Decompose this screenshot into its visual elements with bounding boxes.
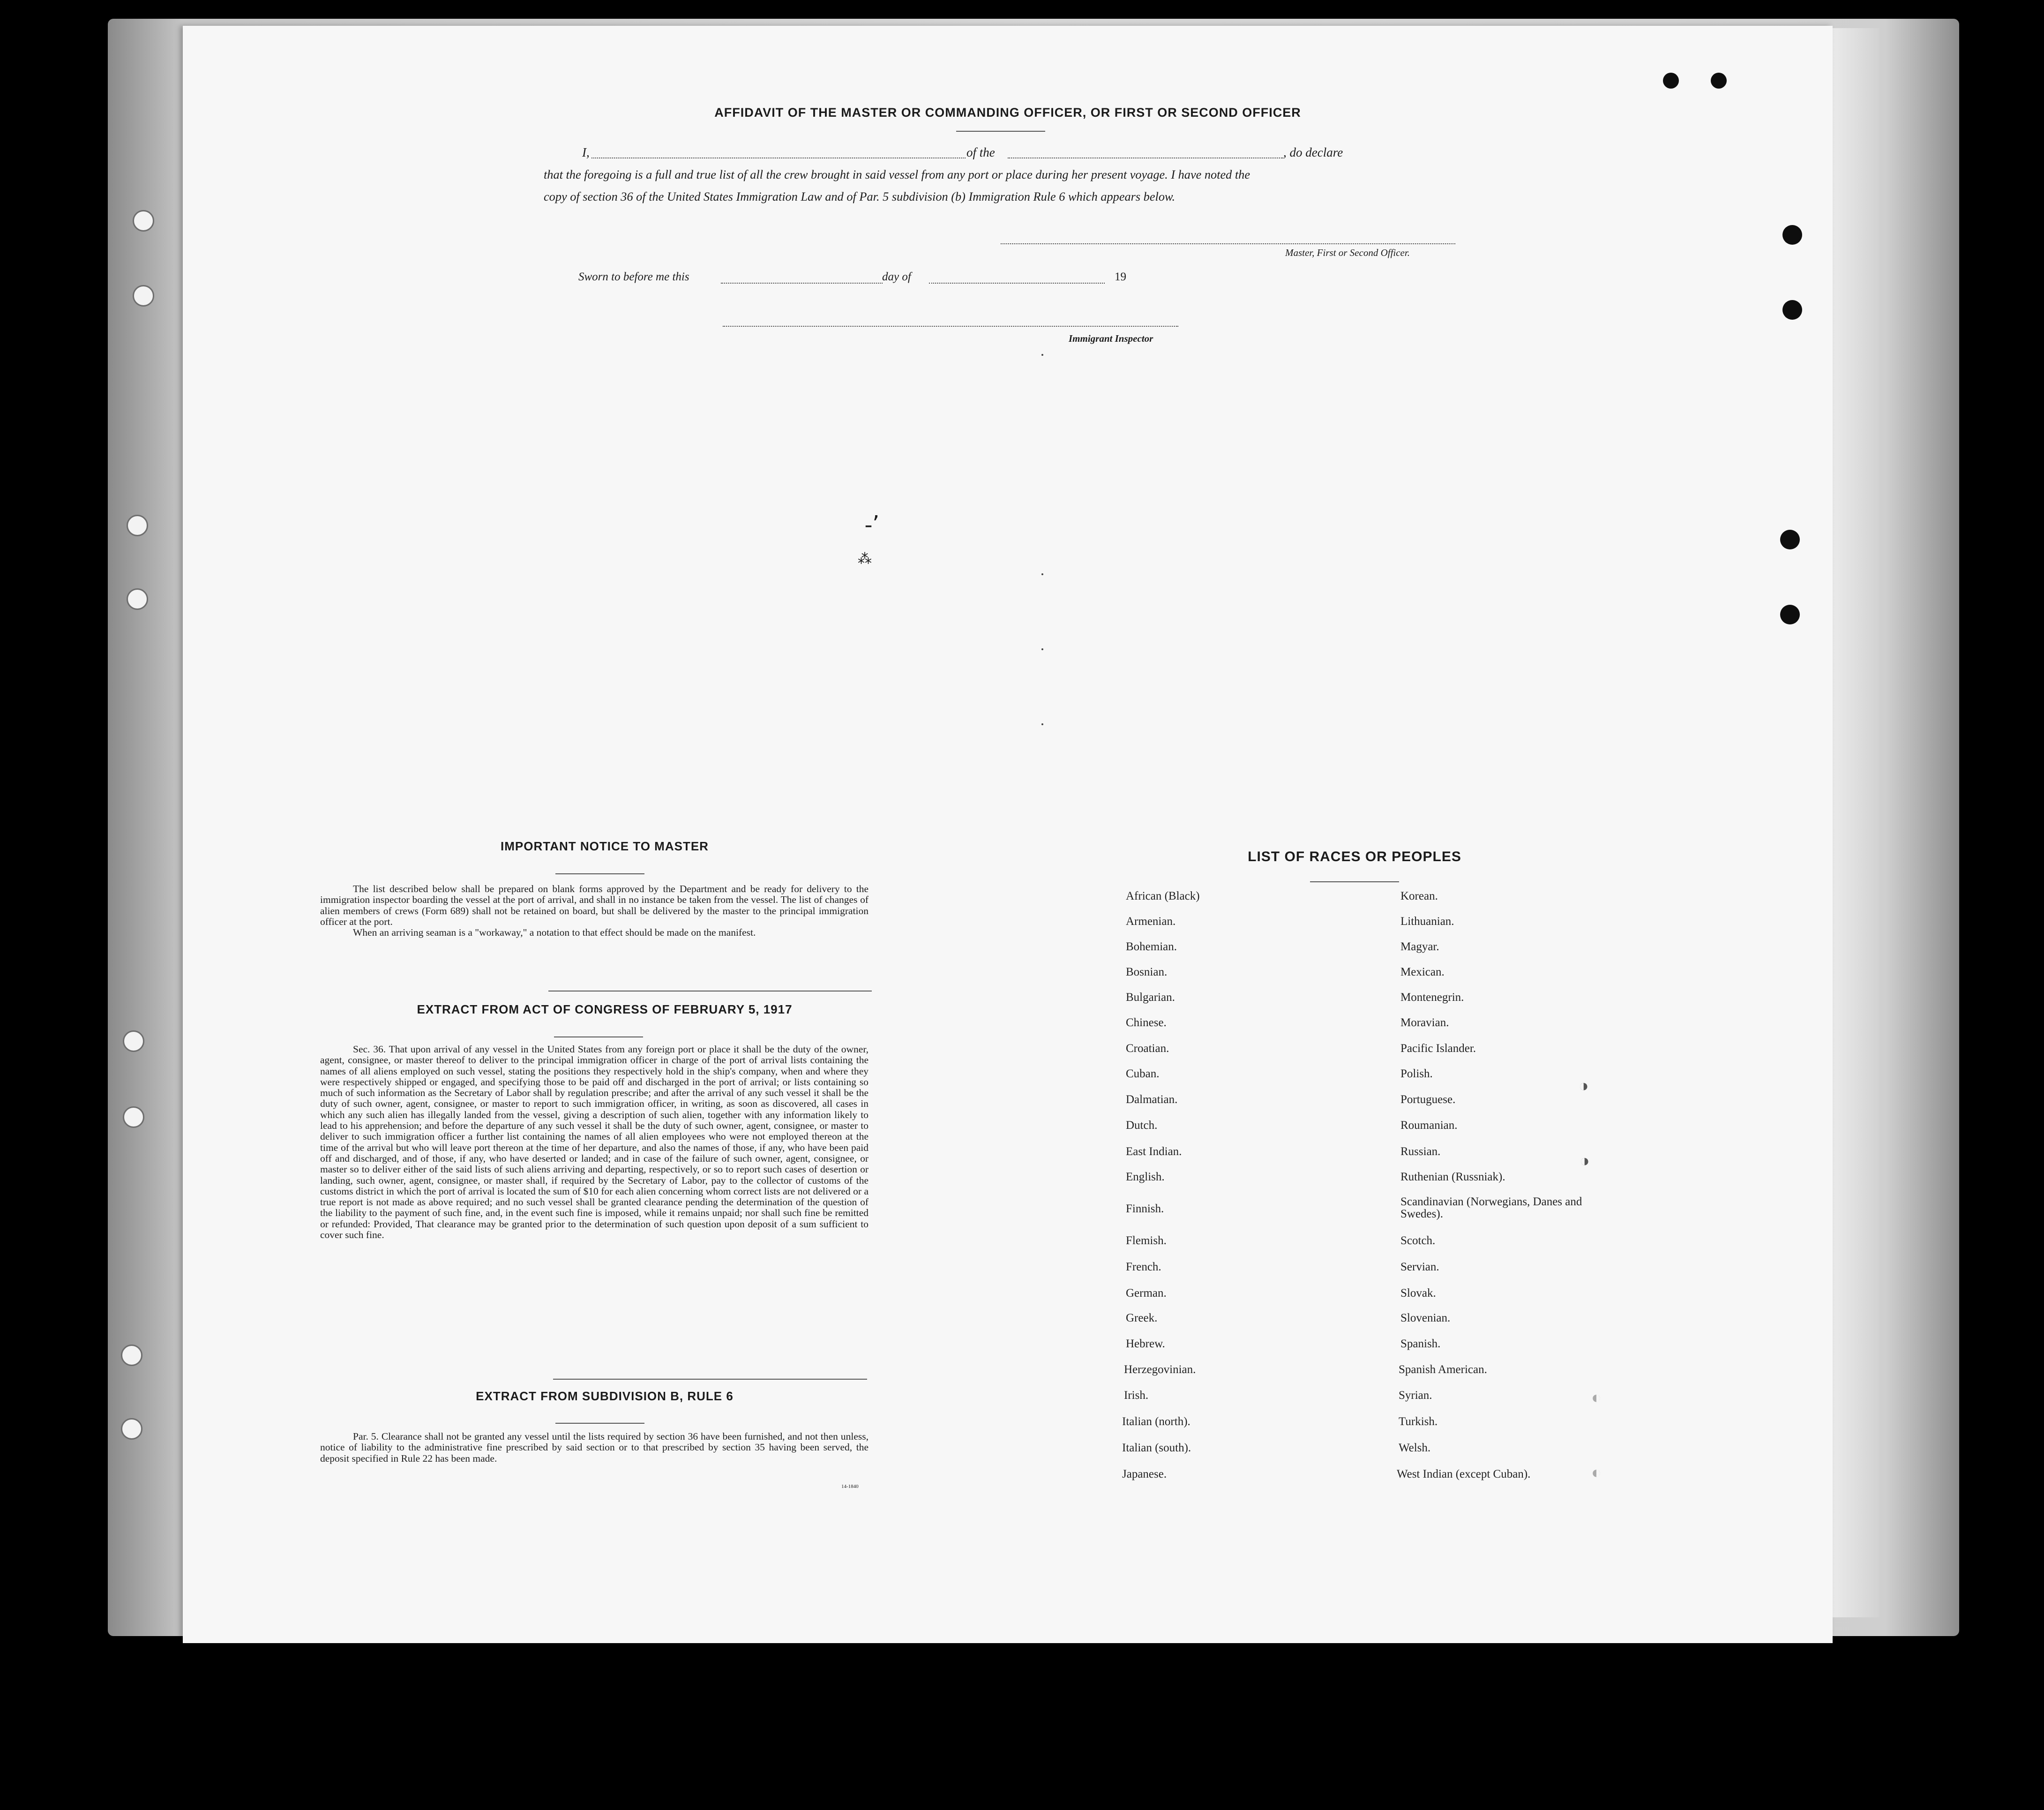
race-item: Italian (south).	[1122, 1442, 1191, 1454]
rule6-text	[320, 1431, 869, 1464]
form-number: 14-1840	[841, 1484, 859, 1489]
race-item: French.	[1126, 1261, 1161, 1273]
binder-hole	[133, 285, 154, 307]
year-prefix: 19	[1115, 270, 1126, 283]
rule6-title: EXTRACT FROM SUBDIVISION B, RULE 6	[476, 1389, 734, 1403]
notice-paragraph-1: The list described below shall be prepared on blank forms approved by the Department and be ready for delivery to the immigration inspector boarding the vessel at the port of arrival, and shall in no instance be taken from the vessel. The list of changes of alien members of crews (Form 689) shall not be retained on board, but shall be delivered by the master to the principal immigration officer at the port.	[320, 883, 869, 927]
punch-hole	[1780, 530, 1800, 549]
race-item: Croatian.	[1126, 1042, 1169, 1055]
punch-hole	[1782, 225, 1802, 245]
race-item: Pacific Islander.	[1400, 1042, 1476, 1055]
notice-title: IMPORTANT NOTICE TO MASTER	[501, 839, 709, 853]
race-item: English.	[1126, 1171, 1165, 1183]
sworn-label: Sworn to before me this	[578, 270, 689, 283]
race-item: Russian.	[1400, 1145, 1441, 1158]
binder-hole	[123, 1030, 144, 1052]
race-item: Scotch.	[1400, 1234, 1436, 1247]
race-item: Scandinavian (Norwegians, Danes and Swedes).	[1400, 1195, 1582, 1220]
race-item: Roumanian.	[1400, 1119, 1458, 1132]
race-item: Cuban.	[1126, 1067, 1160, 1080]
race-item: Flemish.	[1126, 1234, 1167, 1247]
race-item: Chinese.	[1126, 1016, 1167, 1029]
race-item: Armenian.	[1126, 915, 1176, 928]
binder-hole	[121, 1344, 142, 1366]
race-item: Polish.	[1400, 1067, 1433, 1080]
speck	[1041, 723, 1043, 725]
race-item: Dutch.	[1126, 1119, 1158, 1132]
race-item: Ruthenian (Russniak).	[1400, 1171, 1505, 1183]
race-item: Irish.	[1124, 1389, 1149, 1402]
notice-rule	[555, 873, 644, 874]
race-item: African (Black)	[1126, 890, 1200, 902]
act-title-rule	[554, 1036, 643, 1037]
master-signature-line	[1001, 243, 1455, 244]
punch-hole	[1663, 73, 1679, 89]
punch-hole	[1780, 605, 1800, 624]
race-item: Slovak.	[1400, 1287, 1436, 1299]
rule6-title-rule	[555, 1423, 644, 1424]
race-item: Lithuanian.	[1400, 915, 1454, 928]
affidavit-line-2: that the foregoing is a full and true list of all the crew brought in said vessel from any port or place during her present voyage. I have noted the	[544, 168, 1250, 181]
race-item: Japanese.	[1122, 1468, 1167, 1480]
hole-impression: ◑	[1579, 1076, 1589, 1095]
speck	[1041, 648, 1043, 650]
race-item: Bulgarian.	[1126, 991, 1175, 1004]
race-item: East Indian.	[1126, 1145, 1182, 1158]
rule6-top-rule	[553, 1379, 867, 1380]
binder-hole	[133, 210, 154, 232]
title-rule	[956, 131, 1045, 132]
punch-hole	[1782, 300, 1802, 320]
binder-hole	[127, 515, 148, 536]
race-item: German.	[1126, 1287, 1167, 1299]
race-item: Slovenian.	[1400, 1312, 1451, 1324]
race-item: Hebrew.	[1126, 1337, 1165, 1350]
hole-impression: ◐	[1591, 1463, 1602, 1482]
hole-impression: ◐	[1591, 1388, 1602, 1407]
rule6-paragraph: Par. 5. Clearance shall not be granted any vessel until the lists required by section 36 have been furnished, and not then unless, notice of liability to the administrative fine prescribed by said section or to that prescribed by section 35 having been served, the deposit specified in Rule 22 has been made.	[320, 1431, 869, 1464]
race-item: Mexican.	[1400, 966, 1445, 978]
race-item: Magyar.	[1400, 940, 1439, 953]
race-item: Greek.	[1126, 1312, 1158, 1324]
ink-mark: -٬	[865, 512, 880, 537]
inspector-signature-line	[723, 326, 1178, 327]
race-item: Moravian.	[1400, 1016, 1449, 1029]
notice-paragraph-2: When an arriving seaman is a "workaway," a notation to that effect should be made on the manifest.	[353, 927, 756, 939]
race-item: Finnish.	[1126, 1202, 1164, 1215]
inspector-label: Immigrant Inspector	[1069, 333, 1153, 344]
race-item: Bohemian.	[1126, 940, 1177, 953]
speck	[1041, 573, 1043, 575]
hole-impression: ◑	[1580, 1151, 1590, 1170]
race-item: Spanish.	[1400, 1337, 1441, 1350]
binder-hole	[127, 588, 148, 610]
race-item: West Indian (except Cuban).	[1397, 1468, 1531, 1480]
affidavit-i-label: I,	[582, 145, 590, 159]
speck	[1041, 354, 1043, 356]
race-item: Welsh.	[1399, 1442, 1431, 1454]
race-item: Portuguese.	[1400, 1093, 1456, 1106]
race-item: Italian (north).	[1122, 1415, 1190, 1428]
race-item: Korean.	[1400, 890, 1438, 902]
races-title-rule	[1310, 881, 1399, 882]
sworn-month-blank	[929, 283, 1105, 284]
act-title: EXTRACT FROM ACT OF CONGRESS OF FEBRUARY 5, 1917	[417, 1002, 793, 1016]
races-title: LIST OF RACES OR PEOPLES	[1248, 849, 1461, 864]
affidavit-declare: , do declare	[1283, 145, 1343, 159]
binder-hole	[123, 1106, 144, 1128]
sworn-day-blank	[721, 283, 883, 284]
binder-hole	[121, 1418, 142, 1440]
race-item: Turkish.	[1399, 1415, 1438, 1428]
race-item: Spanish American.	[1399, 1363, 1487, 1376]
affidavit-title: AFFIDAVIT OF THE MASTER OR COMMANDING OFFICER, OR FIRST OR SECOND OFFICER	[714, 105, 1301, 120]
master-signature-label: Master, First or Second Officer.	[1285, 247, 1410, 258]
document-page	[183, 26, 1833, 1643]
punch-hole	[1711, 73, 1727, 89]
race-item: Dalmatian.	[1126, 1093, 1178, 1106]
race-item: Syrian.	[1399, 1389, 1432, 1402]
act-paragraph: Sec. 36. That upon arrival of any vessel in the United States from any foreign port or place it shall be the duty of the owner, agent, consignee, or master thereof to deliver to the principal immigration officer in charge of the port of arrival lists containing the names of all aliens employed on such vessel, stating the positions they respectively hold in the ship's company, when and where they were respectively shipped or engaged, and specifying those to be paid off and discharged in the port of arrival; or lists containing so much of such information as the Secretary of Labor shall by regulation prescribe; and after the arrival of any such vessel it shall be the duty of such owner, agent, consignee, or master to report to such immigration officer, in writing, as soon as discovered, all cases in which any such alien has illegally landed from the vessel, giving a description of such alien, together with any information likely to lead to his apprehension; and before the departure of any such vessel it shall be the duty of such owner, agent, consignee, or master to deliver to such immigration officer a further list containing the names of all alien employees who were not employed thereon at the time of the arrival but who will leave port thereon at the time of her departure, and also the names of those, if any, who have been paid off and discharged, and of those, if any, who have deserted or landed; and in case of the failure of such owner, agent, consignee, or master so to deliver either of the said lists of such aliens arriving and departing, respectively, or so to report such cases of desertion or landing, such owner, agent, consignee, or master shall, if required by the Secretary of Labor, pay to the collector of customs of the customs district in which the port of arrival is located the sum of $10 for each alien concerning whom correct lists are not delivered or a true report is not made as above required; and no such vessel shall be granted clearance pending the determination of the question of the liability to the payment of such fine, and, in the event such fine is imposed, while it remains unpaid; nor shall such fine be remitted or refunded: Provided, That clearance may be granted prior to the determination of such question upon deposit of a sum sufficient to cover such fine.	[320, 1044, 869, 1241]
act-text	[320, 1044, 869, 1240]
ink-mark: ⁂	[858, 551, 872, 567]
race-item: Montenegrin.	[1400, 991, 1464, 1004]
affidavit-of-the-label: of the	[966, 145, 995, 159]
race-item: Bosnian.	[1126, 966, 1168, 978]
notice-text	[320, 884, 869, 938]
day-of-label: day of	[882, 270, 911, 283]
race-item: Herzegovinian.	[1124, 1363, 1196, 1376]
race-item: Servian.	[1400, 1261, 1439, 1273]
affidavit-line-3: copy of section 36 of the United States Immigration Law and of Par. 5 subdivision (b) Immigration Rule 6 which appears below.	[544, 190, 1175, 203]
